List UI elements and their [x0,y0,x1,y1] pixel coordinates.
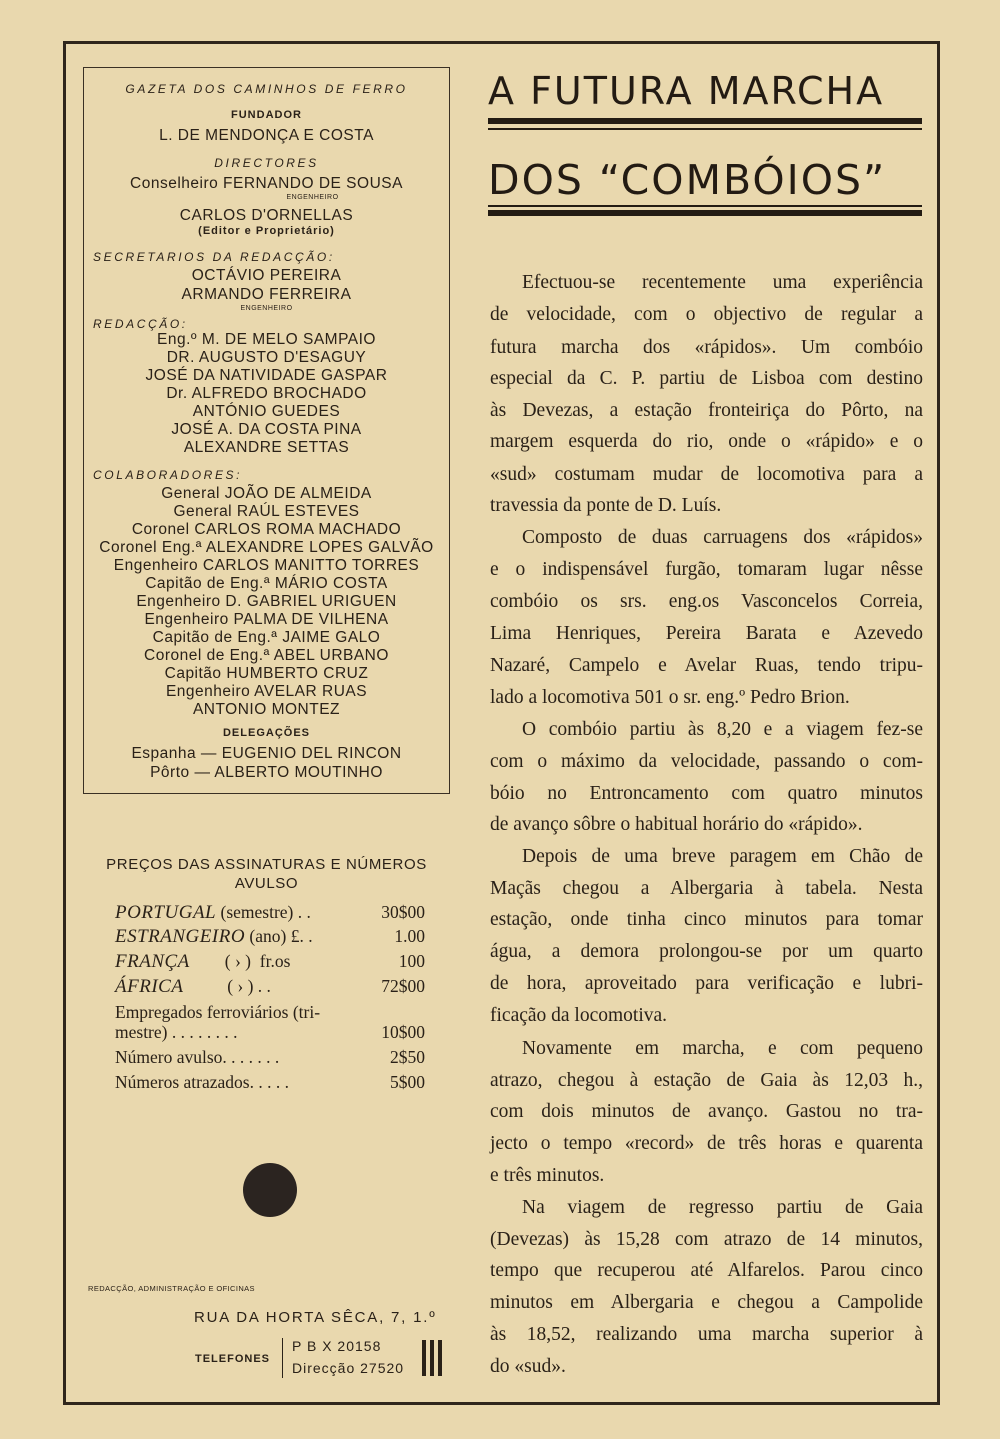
ornament-bars [422,1340,444,1376]
phones-label: TELEFONES [195,1353,271,1365]
prices-title: PREÇOS DAS ASSINATURAS E NÚMEROS [106,856,427,873]
gazette-title: GAZETA DOS CAMINHOS DE FERRO [125,82,408,96]
founder-label: FUNDADOR [231,109,302,121]
headline-rule [488,210,922,216]
article-line: Na viagem de regresso partiu de Gaia [522,1197,923,1218]
contributor: Engenheiro PALMA DE VILHENA [144,611,389,628]
price-value: 1.00 [394,926,425,946]
editorial-member: DR. AUGUSTO D'ESAGUY [166,349,367,366]
price-value: 2$50 [390,1047,425,1067]
director-1-note: ENGENHEIRO [286,194,339,201]
article-line: travessia da ponte de D. Luís. [490,495,722,516]
contributor: Coronel Eng.ª ALEXANDRE LOPES GALVÃO [99,539,434,556]
price-value: 72$00 [381,976,425,996]
contributor: Engenheiro D. GABRIEL URIGUEN [136,593,397,610]
article-line: «sud» costumam mudar de locomotiva para a [490,464,923,485]
editorial-member: JOSÉ A. DA COSTA PINA [171,421,362,438]
article-line: às Devezas, a estação fronteiriça do Pôrto, na [490,400,923,421]
editorial-member: Eng.º M. DE MELO SAMPAIO [157,331,376,348]
contributors-label: COLABORADORES: [93,468,243,482]
headline-rule-thin [488,205,922,207]
article-line: ficação da locomotiva. [490,1005,668,1026]
price-label: FRANÇA ( › ) fr.os [115,951,291,972]
phone-direction: Direcção 27520 [292,1360,405,1376]
price-row [115,1022,425,1044]
article-line: do «sud». [490,1356,566,1377]
contributor: Coronel de Eng.ª ABEL URBANO [144,647,389,664]
price-row [115,1072,425,1094]
article-line: Lima Henriques, Pereira Barata e Azevedo [490,623,923,644]
secretary-2: ARMANDO FERREIRA [181,286,352,303]
article-line: Maçãs chegou a Albergaria à tabela. Nesta [490,878,923,899]
price-row [115,926,425,948]
contributor: General RAÚL ESTEVES [173,503,360,520]
director-1: Conselheiro FERNANDO DE SOUSA [130,175,403,192]
phones-bracket [282,1338,289,1378]
article-line: especial da C. P. partiu de Lisboa com destino [490,368,923,389]
article-line: jecto o tempo «record» de três horas e quarenta [490,1133,923,1154]
price-label: ÁFRICA ( › ) . . [115,976,271,997]
article-line: Novamente em marcha, e com pequeno [522,1038,923,1059]
founder-name: L. DE MENDONÇA E COSTA [159,127,374,144]
contributor: Capitão HUMBERTO CRUZ [164,665,369,682]
phone-pbx: P B X 20158 [292,1338,382,1354]
contributor: General JOÃO DE ALMEIDA [161,485,372,502]
price-row [115,951,425,973]
article-line: combóio os srs. eng.os Vasconcelos Correia, [490,591,923,612]
delegations-label: DELEGAÇÕES [222,727,310,739]
director-2-note: (Editor e Proprietário) [198,225,335,237]
editorial-member: JOSÉ DA NATIVIDADE GASPAR [145,367,388,384]
contributor: Capitão de Eng.ª JAIME GALO [152,629,381,646]
article-line: às 18,52, realizando uma marcha superior à [490,1324,923,1345]
secretary-1: OCTÁVIO PEREIRA [191,267,342,284]
article-line: bóio no Entroncamento com quatro minutos [490,783,923,804]
price-row [115,1002,425,1024]
directors-label: DIRECTORES [214,156,319,170]
article-line: (Devezas) às 15,28 com atrazo de 14 minutos, [490,1229,923,1250]
headline-line-2: DOS “COMBÓIOS” [488,156,887,204]
prices-title-2: AVULSO [234,875,299,892]
article-line: lado a locomotiva 501 o sr. eng.º Pedro Brion. [490,687,850,708]
article-line: e três minutos. [490,1165,605,1186]
article-line: com dois minutos de avanço. Gastou no tra- [490,1101,923,1122]
admin-note: REDACÇÃO, ADMINISTRAÇÃO E OFICINAS [88,1284,255,1293]
article-line: Depois de uma breve paragem em Chão de [522,846,923,867]
article-line: Nazaré, Campelo e Avelar Ruas, tendo tripu- [490,655,923,676]
price-label: Números atrazados. . . . . [115,1072,289,1092]
article-line: minutos em Albergaria e chegou a Campolide [490,1292,923,1313]
headline-rule [488,118,922,124]
price-label: mestre) . . . . . . . . [115,1022,238,1042]
address: RUA DA HORTA SÊCA, 7, 1.º [194,1309,437,1326]
article-line: de hora, aproveitado para verificação e lubri- [490,973,923,994]
article-line: de avanço sôbre o habitual horário do «rápido». [490,814,863,835]
ink-seal-mark [243,1163,297,1217]
article-line: atrazo, chegou à estação de Gaia às 12,03 h., [490,1070,923,1091]
article-line: e o indispensável furgão, tomaram lugar nêsse [490,559,923,580]
article-line: Efectuou-se recentemente uma experiência [522,272,923,293]
editorial-member: ANTÓNIO GUEDES [192,403,341,420]
price-value: 5$00 [390,1072,425,1092]
price-label: PORTUGAL (semestre) . . [115,902,311,923]
price-label: ESTRANGEIRO (ano) £. . [115,926,313,947]
article-line: com o máximo da velocidade, passando o com- [490,751,923,772]
article-line: margem esquerda do rio, onde o «rápido» e o [490,431,923,452]
article-line: estação, onde tinha cinco minutos para tomar [490,909,923,930]
price-row [115,976,425,998]
secretaries-label: SECRETARIOS DA REDACÇÃO: [93,250,335,264]
price-value: 100 [398,951,425,971]
contributor: Coronel CARLOS ROMA MACHADO [131,521,402,538]
article-line: água, a demora prolongou-se por um quarto [490,941,923,962]
price-label: Número avulso. . . . . . . [115,1047,280,1067]
secretary-2-note: ENGENHEIRO [240,305,293,312]
price-row [115,902,425,924]
price-label: Empregados ferroviários (tri- [115,1002,321,1022]
editorial-member: ALEXANDRE SETTAS [183,439,350,456]
delegation: Pôrto — ALBERTO MOUTINHO [150,764,383,781]
headline-line-1: A FUTURA MARCHA [488,69,885,113]
article-line: de velocidade, com o objectivo de regular a [490,304,923,325]
price-value: 10$00 [381,1022,425,1042]
editorial-member: Dr. ALFREDO BROCHADO [166,385,367,402]
contributor: Capitão de Eng.ª MÁRIO COSTA [145,575,388,592]
director-2: CARLOS D'ORNELLAS [179,207,354,224]
contributor: Engenheiro AVELAR RUAS [165,683,368,700]
headline-rule-thin [488,128,922,130]
price-row [115,1047,425,1069]
article-line: O combóio partiu às 8,20 e a viagem fez-se [522,719,923,740]
contributor: Engenheiro CARLOS MANITTO TORRES [113,557,420,574]
article-line: futura marcha dos «rápidos». Um combóio [490,337,923,358]
article-line: tempo que recuperou até Alfarelos. Parou cinco [490,1260,923,1281]
editorial-label: REDACÇÃO: [93,317,188,331]
price-value: 30$00 [381,902,425,922]
article-line: Composto de duas carruagens dos «rápidos» [522,527,923,548]
delegation: Espanha — EUGENIO DEL RINCON [131,745,402,762]
contributor: ANTONIO MONTEZ [192,701,341,718]
